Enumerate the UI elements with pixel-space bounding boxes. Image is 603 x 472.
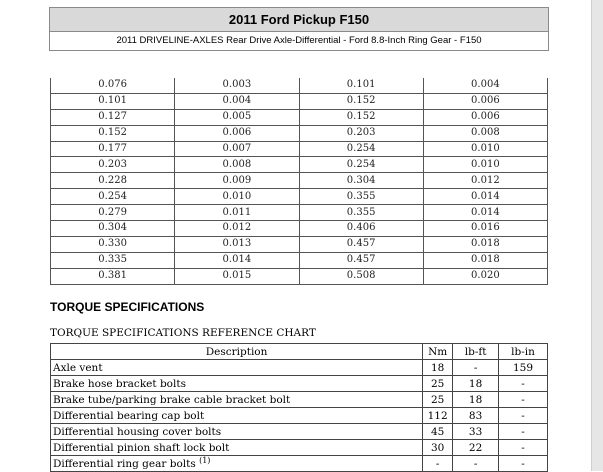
torque-lbft: 22 bbox=[453, 440, 499, 456]
table-cell: 0.010 bbox=[423, 157, 547, 173]
torque-description bbox=[51, 424, 423, 440]
table-row bbox=[51, 93, 548, 109]
torque-lbin: - bbox=[499, 424, 548, 440]
table-row bbox=[51, 157, 548, 173]
torque-description bbox=[51, 376, 423, 392]
torque-row bbox=[51, 408, 548, 424]
table-cell: 0.018 bbox=[423, 236, 547, 252]
table-cell: 0.010 bbox=[423, 141, 547, 157]
table-row bbox=[51, 109, 548, 125]
table-cell: 0.014 bbox=[423, 189, 547, 205]
table-cell: 0.008 bbox=[423, 125, 547, 141]
table-row bbox=[51, 221, 548, 237]
torque-header-row bbox=[51, 344, 548, 360]
table-cell: 0.010 bbox=[175, 189, 299, 205]
table-cell: 0.014 bbox=[423, 205, 547, 221]
document-header bbox=[49, 7, 549, 51]
table-row bbox=[51, 78, 548, 93]
header-lbin: lb-in bbox=[499, 344, 548, 360]
table-cell: 0.004 bbox=[175, 93, 299, 109]
chart-caption: TORQUE SPECIFICATIONS REFERENCE CHART bbox=[50, 327, 316, 339]
torque-lbin: - bbox=[499, 408, 548, 424]
torque-row bbox=[51, 360, 548, 376]
torque-table bbox=[50, 343, 548, 472]
table-cell: 0.008 bbox=[175, 157, 299, 173]
table-cell: 0.381 bbox=[51, 268, 175, 284]
torque-nm: 112 bbox=[423, 408, 453, 424]
torque-description-text: Differential pinion shaft lock bolt bbox=[53, 441, 230, 454]
table-cell: 0.406 bbox=[299, 221, 423, 237]
torque-description bbox=[51, 456, 423, 472]
table-cell: 0.228 bbox=[51, 173, 175, 189]
table-cell: 0.457 bbox=[299, 252, 423, 268]
table-cell: 0.007 bbox=[175, 141, 299, 157]
table-row bbox=[51, 205, 548, 221]
header-lbft: lb-ft bbox=[453, 344, 499, 360]
table-cell: 0.013 bbox=[175, 236, 299, 252]
torque-description bbox=[51, 360, 423, 376]
table-cell: 0.006 bbox=[423, 109, 547, 125]
table-cell: 0.011 bbox=[175, 205, 299, 221]
torque-description-text: Brake hose bracket bolts bbox=[53, 377, 186, 390]
table-cell: 0.076 bbox=[51, 78, 175, 93]
spec-table bbox=[50, 78, 548, 285]
torque-lbft: 83 bbox=[453, 408, 499, 424]
table-cell: 0.335 bbox=[51, 252, 175, 268]
table-row bbox=[51, 252, 548, 268]
table-cell: 0.279 bbox=[51, 205, 175, 221]
header-description: Description bbox=[51, 344, 423, 360]
section-title: TORQUE SPECIFICATIONS bbox=[50, 300, 205, 314]
torque-nm: 30 bbox=[423, 440, 453, 456]
table-cell: 0.254 bbox=[299, 157, 423, 173]
page-title: 2011 Ford Pickup F150 bbox=[50, 8, 548, 32]
table-cell: 0.177 bbox=[51, 141, 175, 157]
table-cell: 0.304 bbox=[51, 221, 175, 237]
torque-lbin: - bbox=[499, 456, 548, 472]
torque-lbft: 33 bbox=[453, 424, 499, 440]
table-cell: 0.020 bbox=[423, 268, 547, 284]
table-cell: 0.457 bbox=[299, 236, 423, 252]
table-row bbox=[51, 236, 548, 252]
spec-table-body bbox=[51, 78, 548, 284]
page-subtitle: 2011 DRIVELINE-AXLES Rear Drive Axle-Differential - Ford 8.8-Inch Ring Gear - F150 bbox=[116, 35, 482, 46]
torque-row bbox=[51, 392, 548, 408]
table-cell: 0.012 bbox=[175, 221, 299, 237]
table-row bbox=[51, 141, 548, 157]
torque-description bbox=[51, 392, 423, 408]
torque-nm: 45 bbox=[423, 424, 453, 440]
table-cell: 0.355 bbox=[299, 205, 423, 221]
table-cell: 0.330 bbox=[51, 236, 175, 252]
scrollbar[interactable] bbox=[591, 0, 603, 471]
footnote-marker: (1) bbox=[199, 455, 211, 465]
table-cell: 0.006 bbox=[175, 125, 299, 141]
table-cell: 0.006 bbox=[423, 93, 547, 109]
torque-lbft: - bbox=[453, 360, 499, 376]
table-cell: 0.203 bbox=[299, 125, 423, 141]
table-cell: 0.304 bbox=[299, 173, 423, 189]
torque-description-text: Axle vent bbox=[53, 361, 103, 374]
torque-lbft: 18 bbox=[453, 392, 499, 408]
torque-nm: 18 bbox=[423, 360, 453, 376]
table-row bbox=[51, 189, 548, 205]
table-cell: 0.003 bbox=[175, 78, 299, 93]
table-cell: 0.009 bbox=[175, 173, 299, 189]
torque-description-text: Differential housing cover bolts bbox=[53, 425, 222, 438]
table-cell: 0.016 bbox=[423, 221, 547, 237]
table-cell: 0.508 bbox=[299, 268, 423, 284]
table-cell: 0.101 bbox=[299, 78, 423, 93]
torque-lbft: - bbox=[453, 456, 499, 472]
torque-lbin: - bbox=[499, 392, 548, 408]
torque-description-text: Differential ring gear bolts bbox=[53, 457, 196, 470]
table-cell: 0.254 bbox=[299, 141, 423, 157]
torque-description bbox=[51, 408, 423, 424]
torque-table-body bbox=[51, 360, 548, 472]
torque-description-text: Brake tube/parking brake cable bracket bolt bbox=[53, 393, 291, 406]
table-row bbox=[51, 173, 548, 189]
torque-nm: 25 bbox=[423, 376, 453, 392]
table-cell: 0.015 bbox=[175, 268, 299, 284]
table-cell: 0.152 bbox=[51, 125, 175, 141]
torque-lbin: - bbox=[499, 440, 548, 456]
header-nm: Nm bbox=[423, 344, 453, 360]
torque-nm: - bbox=[423, 456, 453, 472]
table-cell: 0.012 bbox=[423, 173, 547, 189]
table-cell: 0.101 bbox=[51, 93, 175, 109]
torque-row bbox=[51, 456, 548, 472]
table-cell: 0.018 bbox=[423, 252, 547, 268]
table-cell: 0.004 bbox=[423, 78, 547, 93]
torque-nm: 25 bbox=[423, 392, 453, 408]
torque-lbin: - bbox=[499, 376, 548, 392]
torque-row bbox=[51, 424, 548, 440]
table-cell: 0.005 bbox=[175, 109, 299, 125]
table-cell: 0.127 bbox=[51, 109, 175, 125]
table-cell: 0.014 bbox=[175, 252, 299, 268]
torque-row bbox=[51, 376, 548, 392]
torque-description-text: Differential bearing cap bolt bbox=[53, 409, 205, 422]
torque-lbft: 18 bbox=[453, 376, 499, 392]
torque-row bbox=[51, 440, 548, 456]
table-cell: 0.152 bbox=[299, 93, 423, 109]
torque-lbin: 159 bbox=[499, 360, 548, 376]
torque-description bbox=[51, 440, 423, 456]
table-cell: 0.203 bbox=[51, 157, 175, 173]
table-cell: 0.355 bbox=[299, 189, 423, 205]
table-row bbox=[51, 125, 548, 141]
table-row bbox=[51, 268, 548, 284]
table-cell: 0.152 bbox=[299, 109, 423, 125]
table-cell: 0.254 bbox=[51, 189, 175, 205]
